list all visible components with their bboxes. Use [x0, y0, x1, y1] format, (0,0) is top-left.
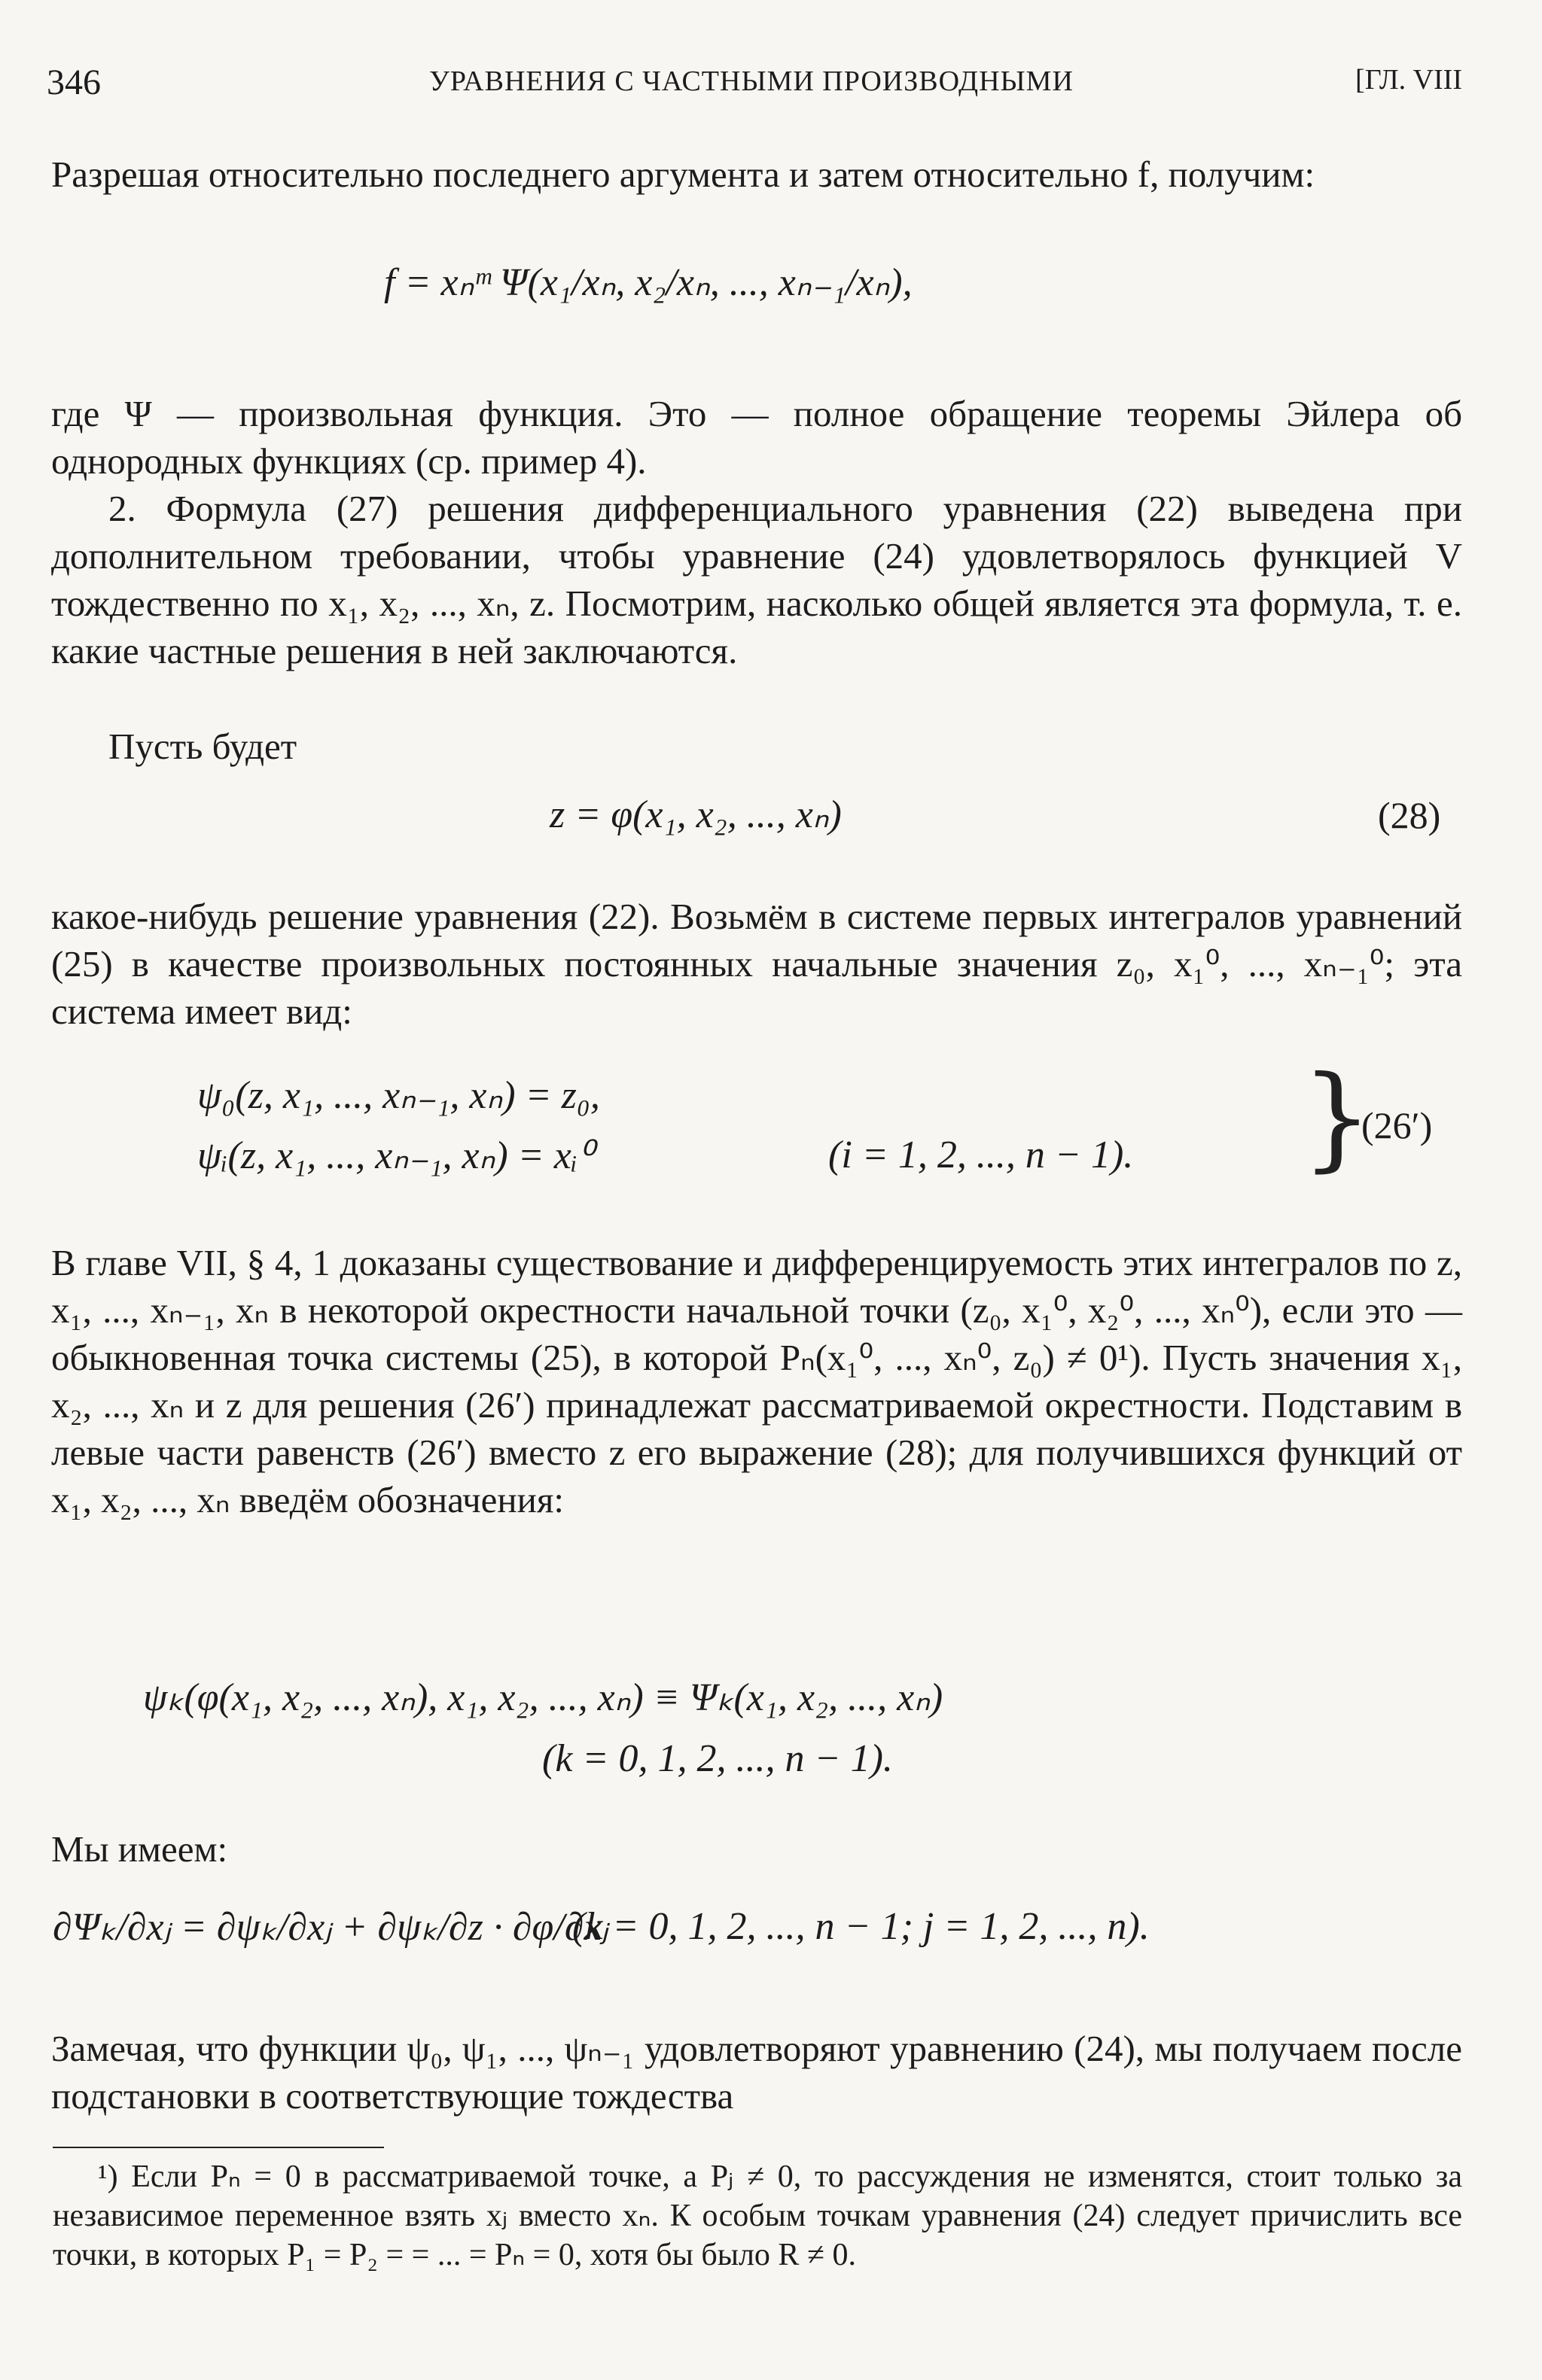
paragraph-5: какое-нибудь решение уравнения (22). Возьмём в системе первых интегралов уравнений (25) в качестве произвольных постоянных начальные значения z₀, x₁⁰, ..., xₙ₋₁⁰; эта система имеет вид: — [51, 896, 1462, 1032]
paragraph-4: Пусть будет — [108, 726, 297, 767]
paragraph-8: Замечая, что функции ψ₀, ψ₁, ..., ψₙ₋₁ удовлетворяют уравнению (24), мы получаем после подстановки в соответствующие тождества — [51, 2028, 1462, 2117]
paragraph-7: Мы имеем: — [51, 1828, 228, 1870]
equation-derivative-condition: (k = 0, 1, 2, ..., n − 1; j = 1, 2, ..., n). — [572, 1905, 1150, 1948]
chapter-label: [ГЛ. VIII — [1355, 64, 1462, 96]
paragraph-3: 2. Формула (27) решения дифференциального уравнения (22) выведена при дополнительном требовании, чтобы уравнение (24) удовлетворялось функцией V тождественно по x₁, x₂, ..., xₙ, z. Посмотрим, насколько общей является эта формула, т. е. какие частные решения в ней заключаются. — [51, 488, 1462, 671]
page-number: 346 — [47, 62, 101, 102]
paragraph-2: где Ψ — произвольная функция. Это — полное обращение теоремы Эйлера об однородных функциях (ср. пример 4). — [51, 393, 1462, 482]
equation-f: f = xₙᵐ Ψ(x₁/xₙ, x₂/xₙ, ..., xₙ₋₁/xₙ), — [384, 261, 913, 304]
equation-26a: ψ₀(z, x₁, ..., xₙ₋₁, xₙ) = z₀, — [197, 1074, 600, 1117]
equation-psi-line-1: ψₖ(φ(x₁, x₂, ..., xₙ), x₁, x₂, ..., xₙ) ≡ Ψₖ(x₁, x₂, ..., xₙ) — [143, 1676, 943, 1719]
footnote-rule — [53, 2147, 384, 2148]
equation-26b-condition: (i = 1, 2, ..., n − 1). — [828, 1134, 1134, 1176]
equation-26-number: (26′) — [1361, 1104, 1433, 1146]
equation-psi-line-2: (k = 0, 1, 2, ..., n − 1). — [542, 1737, 893, 1780]
running-title: УРАВНЕНИЯ С ЧАСТНЫМИ ПРОИЗВОДНЫМИ — [429, 65, 1074, 97]
equation-28: z = φ(x₁, x₂, ..., xₙ) — [550, 793, 842, 836]
paragraph-1: Разрешая относительно последнего аргумента и затем относительно f, получим: — [51, 154, 1315, 195]
running-header — [47, 62, 1462, 107]
equation-26b: ψᵢ(z, x₁, ..., xₙ₋₁, xₙ) = xᵢ⁰ — [197, 1134, 593, 1177]
footnote: ¹) Если Pₙ = 0 в рассматриваемой точке, а Pⱼ ≠ 0, то рассуждения не изменятся, стоит только за независимое переменное взять xⱼ вместо xₙ. К особым точкам уравнения (24) следует причислить все точки, в которых P₁ = P₂ = = ... = Pₙ = 0, хотя бы было R ≠ 0. — [53, 2159, 1462, 2272]
equation-28-number: (28) — [1378, 794, 1441, 836]
paragraph-6: В главе VII, § 4, 1 доказаны существование и дифференцируемость этих интегралов по z, x₁, ..., xₙ₋₁, xₙ в некоторой окрестности начальной точки (z₀, x₁⁰, x₂⁰, ..., xₙ⁰), если это — обыкновенная точка системы (25), в которой Pₙ(x₁⁰, ..., xₙ⁰, z₀) ≠ 0¹). Пусть значения x₁, x₂, ..., xₙ и z для решения (26′) принадлежат рассматриваемой окрестности. Подставим в левые части равенств (26′) вместо z его выражение (28); для получившихся функций от x₁, x₂, ..., xₙ введём обозначения: — [51, 1242, 1462, 1520]
equation-derivative: ∂Ψₖ/∂xⱼ = ∂ψₖ/∂xⱼ + ∂ψₖ/∂z · ∂φ/∂xⱼ — [53, 1906, 608, 1949]
right-brace-symbol: } — [1301, 1052, 1373, 1183]
